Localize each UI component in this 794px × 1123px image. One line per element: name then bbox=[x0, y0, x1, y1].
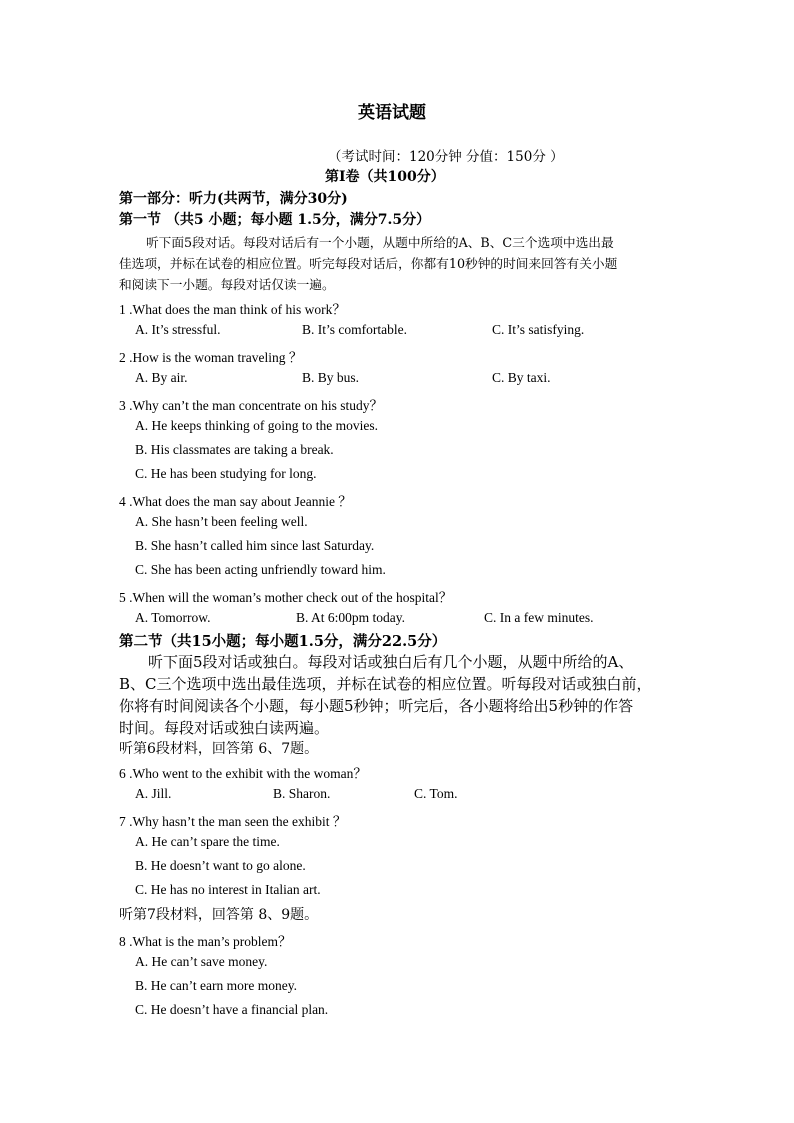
question-text: 3 .Why can’t the man concentrate on his study？ bbox=[119, 398, 384, 413]
question-text: 5 .When will the woman’s mother check out of the hospital？ bbox=[119, 590, 453, 605]
option-a: A. She hasn’t been feeling well. bbox=[135, 514, 308, 529]
option-b: B. At 6:00pm today. bbox=[296, 610, 406, 625]
option-c: C. He has been studying for long. bbox=[135, 466, 317, 481]
volume-heading: 第I卷（共100分） bbox=[325, 169, 445, 185]
option-b: B. Sharon. bbox=[273, 786, 331, 801]
option-b: B. She hasn’t called him since last Saturday. bbox=[135, 538, 375, 553]
material-6-note: 听第6段材料，回答第 6、7题。 bbox=[119, 741, 319, 757]
question-text: 2 .How is the woman traveling ？ bbox=[119, 350, 303, 365]
question-text: 7 .Why hasn’t the man seen the exhibit ？ bbox=[119, 814, 347, 829]
option-a: A. Tomorrow. bbox=[135, 610, 211, 625]
section2-instruction-line: 你将有时间阅读各个小题，每小题5秒钟；听完后，各小题将给出5秒钟的作答 bbox=[119, 697, 634, 715]
option-c: C. He has no interest in Italian art. bbox=[135, 882, 321, 897]
question-text: 6 .Who went to the exhibit with the woman？ bbox=[119, 766, 367, 781]
option-a: A. Jill. bbox=[135, 786, 172, 801]
section1-instruction-line: 听下面5段对话。每段对话后有一个小题，从题中所给的A、B、C三个选项中选出最 bbox=[146, 235, 614, 250]
option-a: A. He can’t save money. bbox=[135, 954, 268, 969]
section2-instruction-line: 听下面5段对话或独白。每段对话或独白后有几个小题，从题中所给的A、 bbox=[148, 653, 634, 671]
material-7-note: 听第7段材料，回答第 8、9题。 bbox=[119, 907, 319, 923]
section2-instruction-line: 时间。每段对话或独白读两遍。 bbox=[119, 719, 330, 737]
option-c: C. Tom. bbox=[414, 786, 458, 801]
option-c: C. It’s satisfying. bbox=[492, 322, 585, 337]
section1-instruction-line: 佳选项，并标在试卷的相应位置。听完每段对话后，你都有10秒钟的时间来回答有关小题 bbox=[119, 256, 618, 271]
option-b: B. By bus. bbox=[302, 370, 360, 385]
page-title: 英语试题 bbox=[358, 103, 426, 123]
section2-heading: 第二节（共15小题；每小题1.5分，满分22.5分） bbox=[119, 633, 447, 650]
option-b: B. His classmates are taking a break. bbox=[135, 442, 334, 457]
option-a: A. By air. bbox=[135, 370, 188, 385]
option-b: B. It’s comfortable. bbox=[302, 322, 407, 337]
question-text: 8 .What is the man’s problem？ bbox=[119, 934, 292, 949]
option-c: C. In a few minutes. bbox=[484, 610, 594, 625]
question-text: 4 .What does the man say about Jeannie ？ bbox=[119, 494, 352, 509]
part-heading: 第一部分：听力(共两节，满分30分) bbox=[119, 191, 348, 207]
option-a: A. He can’t spare the time. bbox=[135, 834, 280, 849]
option-c: C. By taxi. bbox=[492, 370, 551, 385]
option-b: B. He can’t earn more money. bbox=[135, 978, 297, 993]
section2-instruction-line: B、C三个选项中选出最佳选项，并标在试卷的相应位置。听每段对话或独白前， bbox=[119, 675, 652, 693]
option-a: A. He keeps thinking of going to the movies. bbox=[135, 418, 378, 433]
question-text: 1 .What does the man think of his work？ bbox=[119, 302, 346, 317]
option-c: C. He doesn’t have a financial plan. bbox=[135, 1002, 329, 1017]
option-a: A. It’s stressful. bbox=[135, 322, 221, 337]
option-c: C. She has been acting unfriendly toward him. bbox=[135, 562, 386, 577]
option-b: B. He doesn’t want to go alone. bbox=[135, 858, 306, 873]
exam-info: （考试时间：120分钟 分值：150分 ） bbox=[328, 149, 564, 165]
section1-instruction-line: 和阅读下一小题。每段对话仅读一遍。 bbox=[119, 277, 335, 292]
section1-heading: 第一节 （共5 小题；每小题 1.5分，满分7.5分） bbox=[119, 212, 431, 228]
